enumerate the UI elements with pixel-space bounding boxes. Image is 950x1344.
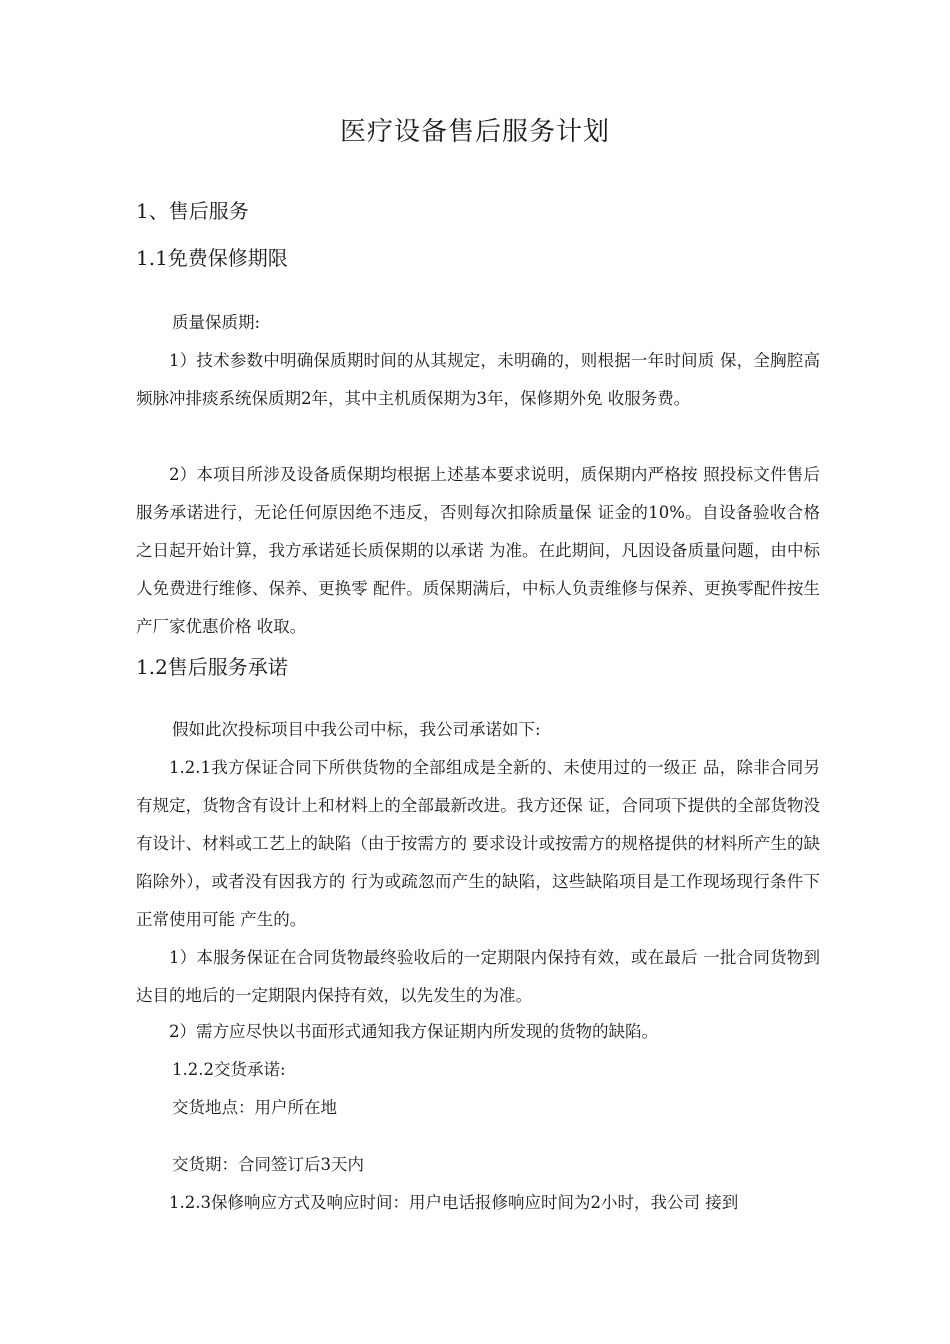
commitment-intro: 假如此次投标项目中我公司中标，我公司承诺如下: [172,720,541,739]
commitment-paragraph-1-2-1: 1.2.1我方保证合同下所供货物的全部组成是全新的、未使用过的一级正 品，除非合同另有规定，货物含有设计上和材料上的全部最新改进。我方还保 证，合同项下提供的全部货物没有设计、材料或工艺上的缺陷（由于按需方的 要求设计或按需方的规格提供的材料所产生的缺陷除外），或者没有因我方的 行为或疏忽而产生的缺陷，这些缺陷项目是工作现场现行条件下正常使用可能 产生的。 [136,758,820,929]
warranty-paragraph-1: 1）技术参数中明确保质期时间的从其规定，未明确的，则根据一年时间质 保，全胸腔高频脉冲排痰系统保质期2年，其中主机质保期为3年，保修期外免 收服务费。 [136,351,820,408]
subsection-heading-service-commitment: 1.2售后服务承诺 [136,655,288,679]
document-title: 医疗设备售后服务计划 [339,117,610,147]
warranty-intro: 质量保质期: [172,313,261,332]
response-time-paragraph: 1.2.3保修响应方式及响应时间：用户电话报修响应时间为2小时，我公司 接到 [169,1193,739,1212]
commitment-item-1: 1）本服务保证在合同货物最终验收后的一定期限内保持有效，或在最后 一批合同货物到达目的地后的一定期限内保持有效，以先发生的为准。 [136,948,820,1005]
delivery-place: 交货地点：用户所在地 [172,1098,337,1117]
subsection-heading-free-warranty: 1.1免费保修期限 [136,246,288,270]
section-heading-after-sales: 1、售后服务 [136,199,249,223]
delivery-period: 交货期：合同签订后3天内 [172,1155,364,1174]
delivery-commitment-heading: 1.2.2交货承诺: [172,1060,286,1079]
commitment-item-2: 2）需方应尽快以书面形式通知我方保证期内所发现的货物的缺陷。 [169,1022,658,1041]
warranty-paragraph-2: 2）本项目所涉及设备质保期均根据上述基本要求说明，质保期内严格按 照投标文件售后服务承诺进行，无论任何原因绝不违反，否则每次扣除质量保 证金的10%。自设备验收合格之日起开始计算，我方承诺延长质保期的以承诺 为准。在此期间，凡因设备质量问题，由中标人免费进行维修、保养、更换零 配件。质保期满后，中标人负责维修与保养、更换零配件按生产厂家优惠价格 收取。 [136,465,820,636]
